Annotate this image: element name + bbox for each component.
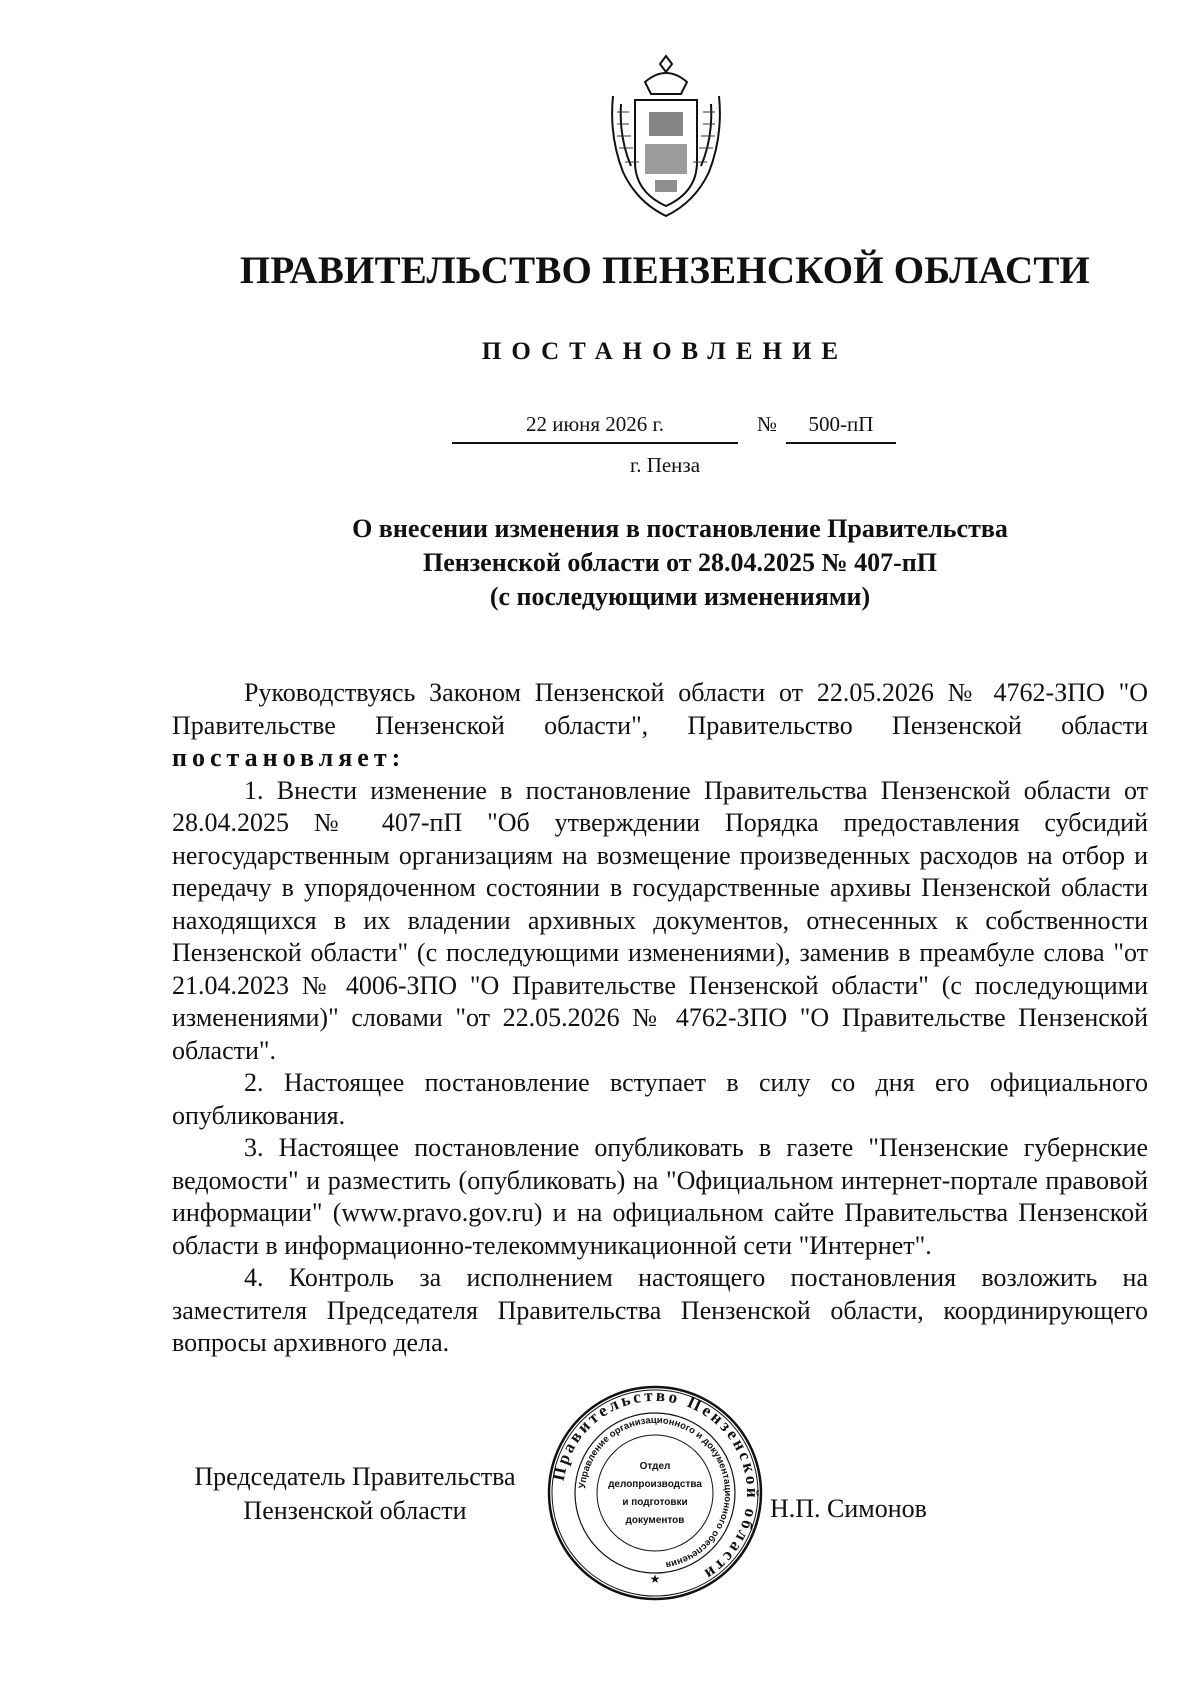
item-paragraph: 4. Контроль за исполнением настоящего постановления возложить на заместителя Председателя Правительства Пензенской области, координирующего вопросы архивного дела. (172, 1263, 1148, 1357)
signatory-position (160, 1460, 550, 1528)
decides-word: постановляет: (172, 743, 406, 772)
seal-center-line: и подготовки (622, 1497, 688, 1508)
document-body (172, 677, 1148, 1360)
document-subject (300, 512, 1060, 614)
coat-of-arms-icon (605, 52, 727, 222)
svg-text:Управление организационного и (577, 1415, 733, 1570)
position-line: Пензенской области (243, 1496, 467, 1525)
position-line: Председатель Правительства (194, 1462, 516, 1491)
number-sign: № (756, 412, 778, 436)
seal-center-line: документов (625, 1515, 685, 1526)
signatory-name: Н.П. Симонов (770, 1494, 927, 1523)
subject-line: (с последующими изменениями) (489, 582, 871, 611)
document-number: 500-пП (786, 412, 896, 444)
subject-line: Пензенской области от 28.04.2025 № 407-пП (422, 548, 938, 577)
seal-center-line: делопроизводства (608, 1479, 702, 1490)
item-paragraph: 1. Внести изменение в постановление Правительства Пензенской области от 28.04.2025 № 407-пП "Об утверждении Порядка предоставления субсидий негосударственным организациям на возмещение произведенных расходов на отбор и передачу в упорядоченном состоянии в государственные архивы Пензенской области находящихся в их владении архивных документов, отнесенных к собственности Пензенской области" (с последующими изменениями), заменив в преамбуле слова "от 21.04.2023 № 4006-ЗПО "О Правительстве Пензенской области" (с последующими изменениями)" словами "от 22.05.2026 № 4762-ЗПО "О Правительстве Пензенской области". (172, 775, 1148, 1065)
seal-middle-text: Управление организационного и документационного обеспечения (577, 1414, 734, 1571)
city: г. Пенза (629, 453, 701, 477)
item-paragraph: 3. Настоящее постановление опубликовать в газете "Пензенские губернские ведомости" и разместить (опубликовать) на "Официальном интернет-портале правовой информации" (www.pravo.gov.ru) и на официальном сайте Правительства Пензенской области в информационно-телекоммуникационной сети "Интернет". (172, 1133, 1148, 1260)
document-date: 22 июня 2026 г. (452, 412, 738, 444)
seal-outer-text: Правительство Пензенской области (548, 1385, 763, 1586)
seal-star-icon: ★ (649, 1572, 661, 1586)
seal-center-line: Отдел (639, 1461, 671, 1472)
item-paragraph: 2. Настоящее постановление вступает в силу со дня его официального опубликования. (172, 1068, 1148, 1130)
subject-line: О внесении изменения в постановление Правительства (352, 514, 1008, 543)
preamble-text: Руководствуясь Законом Пензенской области от 22.05.2026 № 4762-ЗПО "О Правительстве Пензенской области", Правительство Пензенской области (172, 678, 1148, 740)
government-title: ПРАВИТЕЛЬСТВО ПЕНЗЕНСКОЙ ОБЛАСТИ (239, 249, 1091, 292)
preamble-paragraph (172, 677, 1148, 775)
official-seal (545, 1383, 765, 1603)
document-type: ПОСТАНОВЛЕНИЕ (481, 338, 849, 365)
